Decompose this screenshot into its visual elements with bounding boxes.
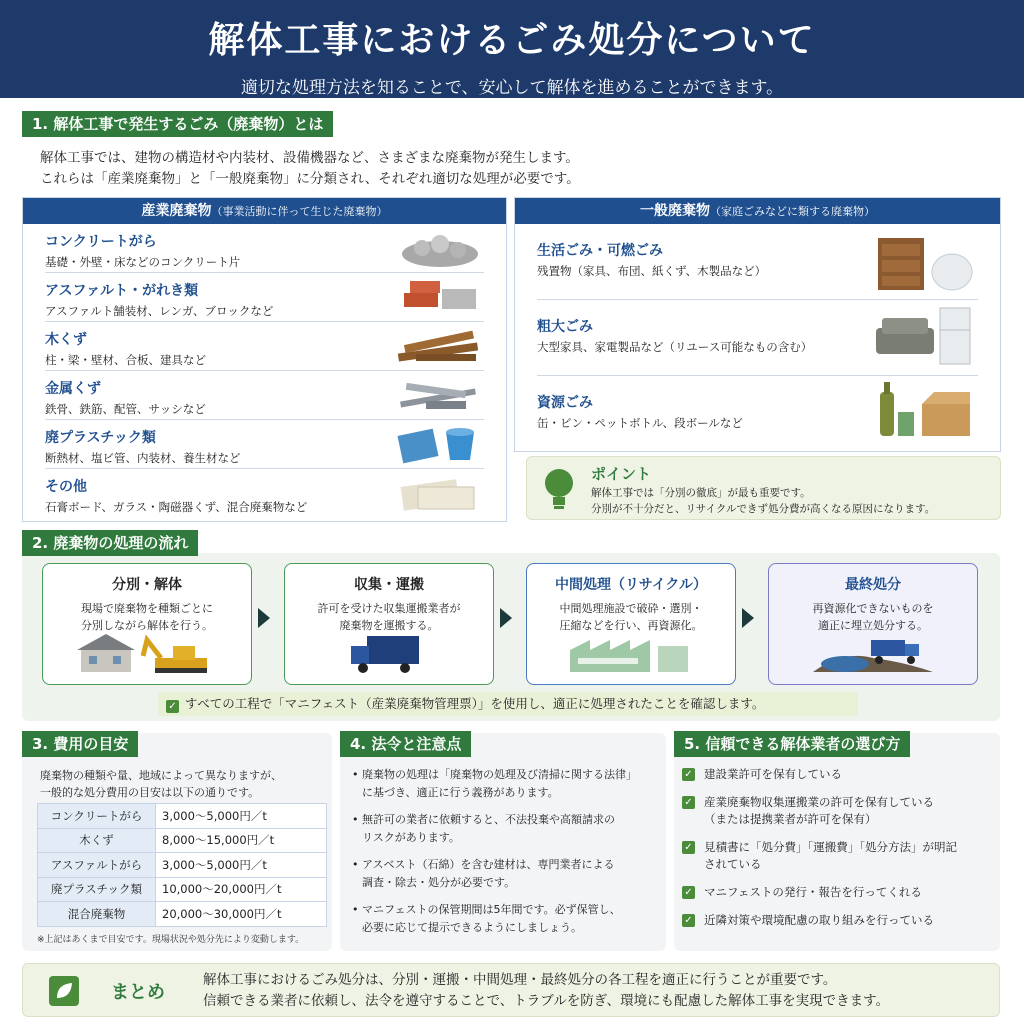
intro-line: これらは「産業廃棄物」と「一般廃棄物」に分類され、それぞれ適切な処理が必要です。: [40, 171, 580, 187]
scrap-metal-icon: [396, 377, 480, 415]
cost-item-price: 8,000〜15,000円／t: [156, 828, 327, 853]
section-3-heading: 3. 費用の目安: [22, 731, 138, 757]
law-item: [352, 901, 662, 937]
flow-arrow: [258, 608, 270, 628]
section-1-heading: 1. 解体工事で発生するごみ（廃棄物）とは: [22, 111, 333, 137]
waste-item: [45, 273, 484, 322]
cost-item-name: 混合廃棄物: [38, 902, 156, 927]
flow-arrow: [500, 608, 512, 628]
cost-row: [38, 853, 327, 878]
page-title: 解体工事におけるごみ処分について: [208, 20, 816, 61]
gypsum-board-icon: [396, 475, 480, 513]
box-subtitle: （事業活動に伴って生じた廃棄物）: [211, 205, 388, 218]
section-4-heading: 4. 法令と注意点: [340, 731, 471, 757]
cost-intro-line: 一般的な処分費用の目安は以下の通りです。: [40, 786, 260, 799]
waste-item-title: アスファルト・がれき類: [45, 283, 199, 299]
flow-step-final: [768, 563, 978, 685]
manifest-note: [158, 692, 858, 716]
cost-row: [38, 804, 327, 829]
trust-list: [682, 766, 992, 940]
trust-item: [682, 839, 992, 873]
step-line: 分別しながら解体を行う。: [81, 619, 213, 632]
check-icon: ✓: [682, 796, 695, 809]
step-desc: [769, 600, 977, 634]
waste-item-title: コンクリートがら: [45, 234, 157, 250]
trust-item: [682, 766, 992, 783]
step-line: 中間処理施設で破砕・選別・: [559, 602, 703, 615]
general-waste-header: [515, 198, 1000, 224]
summary-box: [22, 963, 1000, 1017]
waste-item-desc: 断熱材、塩ビ管、内装材、養生材など: [45, 451, 241, 465]
step-desc: [43, 600, 251, 634]
cost-row: [38, 902, 327, 927]
law-line: • アスベスト（石綿）を含む建材は、専門業者による: [362, 858, 615, 871]
law-line: • 廃棄物の処理は「廃棄物の処理及び清掃に関する法律」: [362, 768, 637, 781]
sofa-fridge-icon: [874, 306, 974, 368]
section-5-heading: 5. 信頼できる解体業者の選び方: [674, 731, 910, 757]
trust-line: （または提携業者が許可を保有）: [704, 812, 877, 826]
step-line: 現場で廃棄物を種類ごとに: [81, 602, 213, 615]
cost-item-price: 3,000〜5,000円／t: [156, 853, 327, 878]
page-header: [0, 0, 1024, 98]
intro-line: 解体工事では、建物の構造材や内装材、設備機器など、さまざまな廃棄物が発生します。: [40, 150, 579, 166]
cost-table: [37, 803, 327, 927]
step-line: 再資源化できないものを: [812, 602, 934, 615]
waste-item: [45, 371, 484, 420]
point-line: 解体工事では「分別の徹底」が最も重要です。: [591, 487, 811, 499]
waste-item-title: 粗大ごみ: [537, 319, 593, 335]
cost-item-name: 木くず: [38, 828, 156, 853]
industrial-waste-header: [23, 198, 506, 224]
manifest-text: すべての工程で「マニフェスト（産業廃棄物管理票）」を使用し、適正に処理されたことを確認します。: [185, 696, 765, 711]
trust-item: [682, 794, 992, 828]
step-title: 収集・運搬: [354, 577, 424, 593]
step-title: 中間処理（リサイクル）: [554, 577, 708, 593]
cost-item-name: コンクリートがら: [38, 804, 156, 829]
check-icon: ✓: [682, 914, 695, 927]
waste-item-desc: 残置物（家具、布団、紙くず、木製品など）: [537, 264, 767, 278]
cost-item-price: 3,000〜5,000円／t: [156, 804, 327, 829]
waste-item: [537, 224, 978, 300]
check-icon: ✓: [166, 700, 179, 713]
waste-item: [537, 300, 978, 376]
check-icon: ✓: [682, 841, 695, 854]
landfill-icon: [813, 632, 933, 674]
cost-intro: [40, 767, 282, 801]
cost-row: [38, 877, 327, 902]
waste-item-desc: 基礎・外壁・床などのコンクリート片: [45, 255, 241, 269]
waste-item: [45, 322, 484, 371]
trust-item: [682, 912, 992, 929]
waste-item-title: 金属くず: [45, 381, 101, 397]
cost-item-name: アスファルトがら: [38, 853, 156, 878]
trust-line: 見積書に「処分費」「運搬費」「処分方法」が明記: [704, 840, 957, 854]
lumber-icon: [396, 328, 480, 366]
waste-item-desc: 大型家具、家電製品など（リユース可能なもの含む）: [537, 340, 813, 354]
trust-line: 建設業許可を保有している: [704, 767, 842, 781]
waste-item-desc: 柱・梁・壁材、合板、建具など: [45, 353, 206, 367]
flow-step-sort: [42, 563, 252, 685]
flow-step-recycle: [526, 563, 736, 685]
waste-item-title: その他: [45, 479, 87, 495]
trust-item: [682, 884, 992, 901]
factory-icon: [566, 632, 696, 674]
cost-row: [38, 828, 327, 853]
step-desc: [285, 600, 493, 634]
check-icon: ✓: [682, 768, 695, 781]
brick-icon: [400, 279, 480, 317]
waste-item-title: 資源ごみ: [537, 395, 593, 411]
check-icon: ✓: [682, 886, 695, 899]
point-desc: [591, 485, 935, 517]
trust-line: 近隣対策や環境配慮の取り組みを行っている: [704, 913, 934, 927]
cost-item-price: 10,000〜20,000円／t: [156, 877, 327, 902]
truck-icon: [349, 632, 429, 674]
trust-line: されている: [704, 857, 762, 871]
step-line: 廃棄物を運搬する。: [339, 619, 439, 632]
flow-step-transport: [284, 563, 494, 685]
industrial-waste-box: [22, 197, 507, 522]
step-line: 許可を受けた収集運搬業者が: [317, 602, 461, 615]
summary-label: まとめ: [111, 982, 165, 1003]
law-line: 必要に応じて提示できるようにしましょう。: [362, 921, 582, 934]
cost-item-price: 20,000〜30,000円／t: [156, 902, 327, 927]
waste-item-title: 生活ごみ・可燃ごみ: [537, 243, 663, 259]
page-subtitle: 適切な処理方法を知ることで、安心して解体を進めることができます。: [240, 78, 784, 98]
general-waste-box: [514, 197, 1001, 452]
flow-arrow: [742, 608, 754, 628]
law-line: • マニフェストの保管期間は5年間です。必ず保管し、: [362, 903, 621, 916]
law-line: リスクがあります。: [362, 831, 460, 844]
lightbulb-icon: [543, 467, 575, 511]
recyclables-icon: [874, 378, 974, 440]
waste-item: [45, 469, 484, 518]
waste-item: [45, 224, 484, 273]
step-line: 適正に埋立処分する。: [818, 619, 928, 632]
box-subtitle: （家庭ごみなどに類する廃棄物）: [710, 205, 875, 218]
box-title: 一般廃棄物: [640, 203, 710, 219]
point-title: ポイント: [591, 465, 652, 483]
waste-item-desc: 鉄骨、鉄筋、配管、サッシなど: [45, 402, 206, 416]
law-item: [352, 811, 662, 847]
leaf-icon: [49, 976, 79, 1006]
waste-item-desc: 缶・ビン・ペットボトル、段ボールなど: [537, 416, 743, 430]
law-line: 調査・除去・処分が必要です。: [362, 876, 516, 889]
cost-note: ※上記はあくまで目安です。現場状況や処分先により変動します。: [37, 935, 305, 945]
waste-item: [537, 376, 978, 452]
law-line: • 無許可の業者に依頼すると、不法投棄や高額請求の: [362, 813, 615, 826]
section-1-intro: [40, 148, 580, 190]
point-callout: [526, 456, 1001, 520]
furniture-bag-icon: [874, 232, 974, 292]
step-title: 分別・解体: [112, 577, 182, 593]
summary-line: 信頼できる業者に依頼し、法令を遵守することで、トラブルを防ぎ、環境にも配慮した解体工事を実現できます。: [203, 993, 890, 1009]
waste-item: [45, 420, 484, 469]
step-desc: [527, 600, 735, 634]
summary-text: [203, 970, 889, 1012]
step-line: 圧縮などを行い、再資源化。: [559, 619, 703, 632]
rubble-icon: [400, 230, 480, 268]
box-title: 産業廃棄物: [141, 203, 212, 219]
house-excavator-icon: [77, 632, 217, 674]
waste-item-desc: アスファルト舗装材、レンガ、ブロックなど: [45, 304, 274, 318]
waste-item-title: 廃プラスチック類: [45, 430, 156, 446]
cost-item-name: 廃プラスチック類: [38, 877, 156, 902]
trust-line: マニフェストの発行・報告を行ってくれる: [704, 885, 922, 899]
law-item: [352, 856, 662, 892]
step-title: 最終処分: [845, 577, 901, 593]
summary-line: 解体工事におけるごみ処分は、分別・運搬・中間処理・最終処分の各工程を適正に行うことが重要です。: [203, 972, 837, 988]
plastic-icon: [396, 426, 480, 464]
cost-intro-line: 廃棄物の種類や量、地域によって異なりますが、: [40, 769, 282, 782]
law-list: [352, 766, 662, 946]
law-item: [352, 766, 662, 802]
section-2-heading: 2. 廃棄物の処理の流れ: [22, 530, 198, 556]
waste-item-desc: 石膏ボード、ガラス・陶磁器くず、混合廃棄物など: [45, 500, 308, 514]
waste-item-title: 木くず: [45, 332, 87, 348]
law-line: に基づき、適正に行う義務があります。: [362, 786, 559, 799]
point-line: 分別が不十分だと、リサイクルできず処分費が高くなる原因になります。: [591, 503, 936, 515]
trust-line: 産業廃棄物収集運搬業の許可を保有している: [704, 795, 934, 809]
